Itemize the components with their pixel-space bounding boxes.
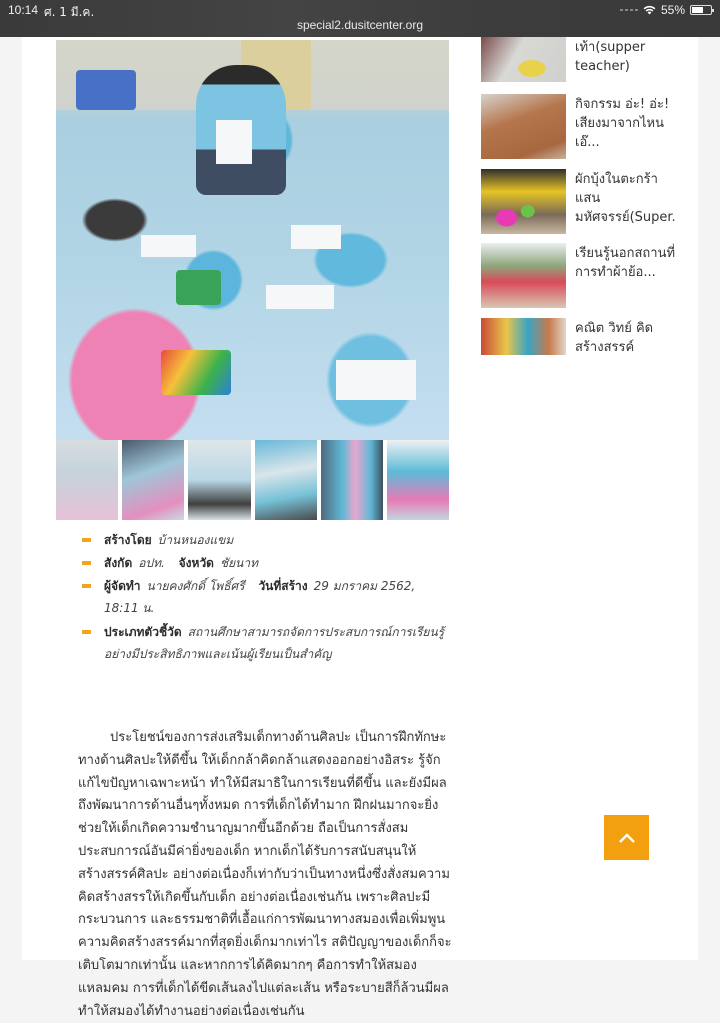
- related-post-title[interactable]: กิจกรรม อ่ะ! อ่ะ! เสียงมาจากไหนเอ๊...: [575, 97, 670, 150]
- related-post-title[interactable]: ผักบุ้งในตะกร้าแสน มหัศจรรย์(Super.: [575, 172, 676, 225]
- related-post-thumb[interactable]: [481, 37, 566, 82]
- gallery-thumb-3[interactable]: [188, 440, 250, 520]
- related-post-thumb[interactable]: [481, 94, 566, 159]
- gallery-thumb-6[interactable]: [387, 440, 449, 520]
- gallery-thumb-5[interactable]: [321, 440, 383, 520]
- battery-percent: 55%: [660, 3, 685, 17]
- related-post-thumb[interactable]: [481, 243, 566, 308]
- gallery-thumbnails: [56, 440, 449, 520]
- gallery-thumb-4[interactable]: [255, 440, 317, 520]
- meta-affiliation: สังกัด อปท. จังหวัด ชัยนาท: [82, 552, 462, 574]
- meta-indicator: ประเภทตัวชี้วัด สถานศึกษาสามารถจัดการประสบการณ์การเรียนรู้อย่างมีประสิทธิภาพและเน้นผู้เรียนเป็นสำคัญ: [82, 621, 462, 665]
- related-post-title[interactable]: คณิต วิทย์ คิด สร้างสรรค์: [575, 321, 654, 355]
- bullet-icon: [82, 538, 91, 542]
- bullet-icon: [82, 561, 91, 565]
- post-metadata: [82, 529, 462, 666]
- article-body: ประโยชน์ของการส่งเสริมเด็กทางด้านศิลปะ เป็นการฝึกทักษะทางด้านศิลปะให้ดีขึ้น ให้เด็กกล้าคิดกล้าแสดงออกอย่างอิสระ รู้จักแก้ไขปัญหาเฉพาะหน้า ทำให้มีสมาธิในการเรียนที่ดีขึ้น และยังมีผลถึงพัฒนาการด้านอื่นๆทั้งหมด การที่เด็กได้ทำมาก ฝึกฝนมากจะยิ่งช่วยให้เด็กเกิดความชำนาญมากขึ้นอีกด้วย ถือเป็นการสั่งสมประสบการณ์อันมีค่ายิ่งของเด็ก หากเด็กได้รับการสนับสนุนให้สร้างสรรค์ศิลปะ อย่างต่อเนื่องก็เท่ากับว่าเป็นทางหนึ่งซึ่งสั่งสมความคิดสร้างสรรให้เกิดขึ้นกับเด็ก อย่างต่อเนื่องเช่นกัน เพราะศิลปะมีกระบวนการ และธรรมชาติที่เอื้อแก่การพัฒนาทางสมองเพื่อเพิ่มพูนความคิดสร้างสรรค์มากที่สุดยิ่งเด็กมากเท่าไร สติปัญญาของเด็กก็จะเติบโตมากเท่านั้น และหากการได้คิดมากๆ คือการทำให้สมองแหลมคม การที่เด็กได้ขีดเส้นลงไปแต่ละเส้น หรือระบายสีก็ล้วนมีผลทำให้สมองได้ทำงานอย่างต่อเนื่องเช่นกัน: [78, 730, 452, 1019]
- status-time: 10:14: [8, 3, 39, 17]
- bullet-icon: [82, 584, 91, 588]
- meta-author: ผู้จัดทำ นายคงศักดิ์ โพธิ์ศรี วันที่สร้าง 29 มกราคม 2562, 18:11 น.: [82, 575, 462, 619]
- back-to-top-button[interactable]: [604, 815, 649, 860]
- related-post-thumb[interactable]: [481, 318, 566, 355]
- chevron-up-icon: [618, 832, 636, 844]
- gallery-thumb-2[interactable]: [122, 440, 184, 520]
- status-date: ศ. 1 มี.ค.: [44, 5, 95, 19]
- status-right-group: [620, 3, 712, 17]
- related-post-title[interactable]: เท้า(supper teacher): [575, 40, 646, 74]
- meta-created-by: สร้างโดย บ้านหนองแขม: [82, 529, 462, 551]
- bullet-icon: [82, 630, 91, 634]
- battery-icon: [690, 5, 712, 15]
- page-content: [22, 37, 698, 1019]
- address-bar-url[interactable]: special2.dusitcenter.org: [296, 18, 424, 32]
- ios-status-bar: [0, 0, 720, 37]
- right-gutter: [698, 37, 720, 960]
- signal-icon: [620, 9, 638, 11]
- wifi-icon: [643, 5, 656, 15]
- main-gallery-photo[interactable]: [56, 40, 449, 440]
- gallery-thumb-1[interactable]: [56, 440, 118, 520]
- related-post-thumb[interactable]: [481, 169, 566, 234]
- related-post-title[interactable]: เรียนรู้นอกสถานที่การทำผ้าย้อ...: [575, 246, 676, 280]
